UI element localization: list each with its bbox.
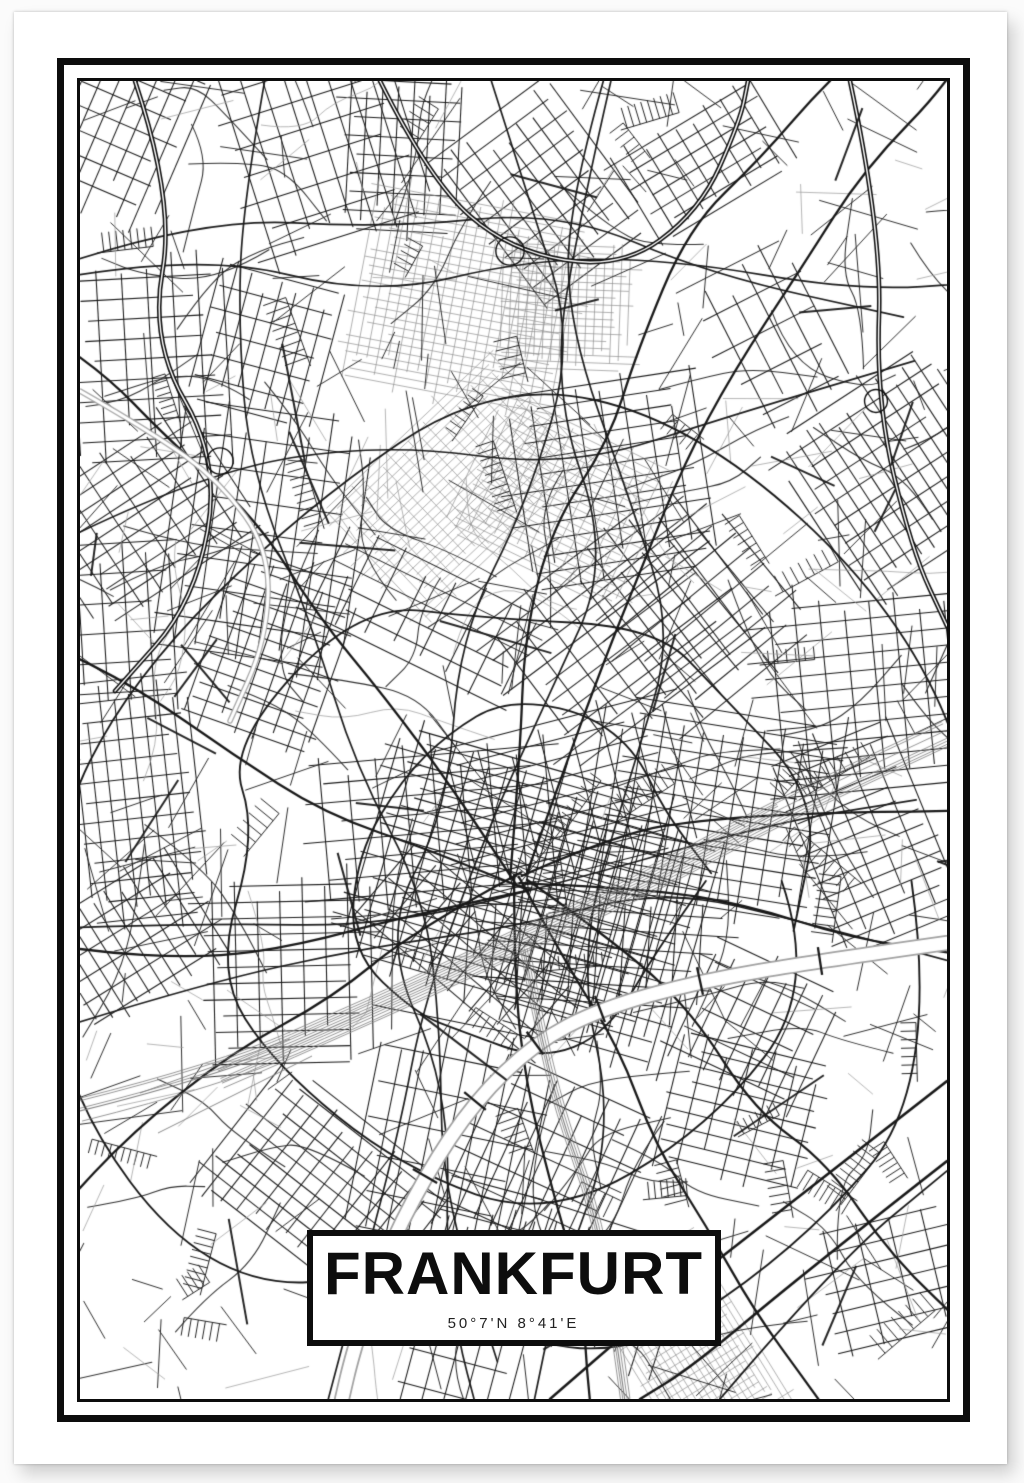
map-poster — [14, 12, 1007, 1464]
poster-outer-border — [57, 58, 970, 1422]
street-map-canvas — [80, 81, 947, 1399]
city-title-box — [307, 1230, 721, 1346]
city-name: FRANKFURT — [324, 1240, 703, 1307]
poster-inner-border — [77, 78, 950, 1402]
city-coordinates: 50°7'N 8°41'E — [447, 1315, 580, 1332]
